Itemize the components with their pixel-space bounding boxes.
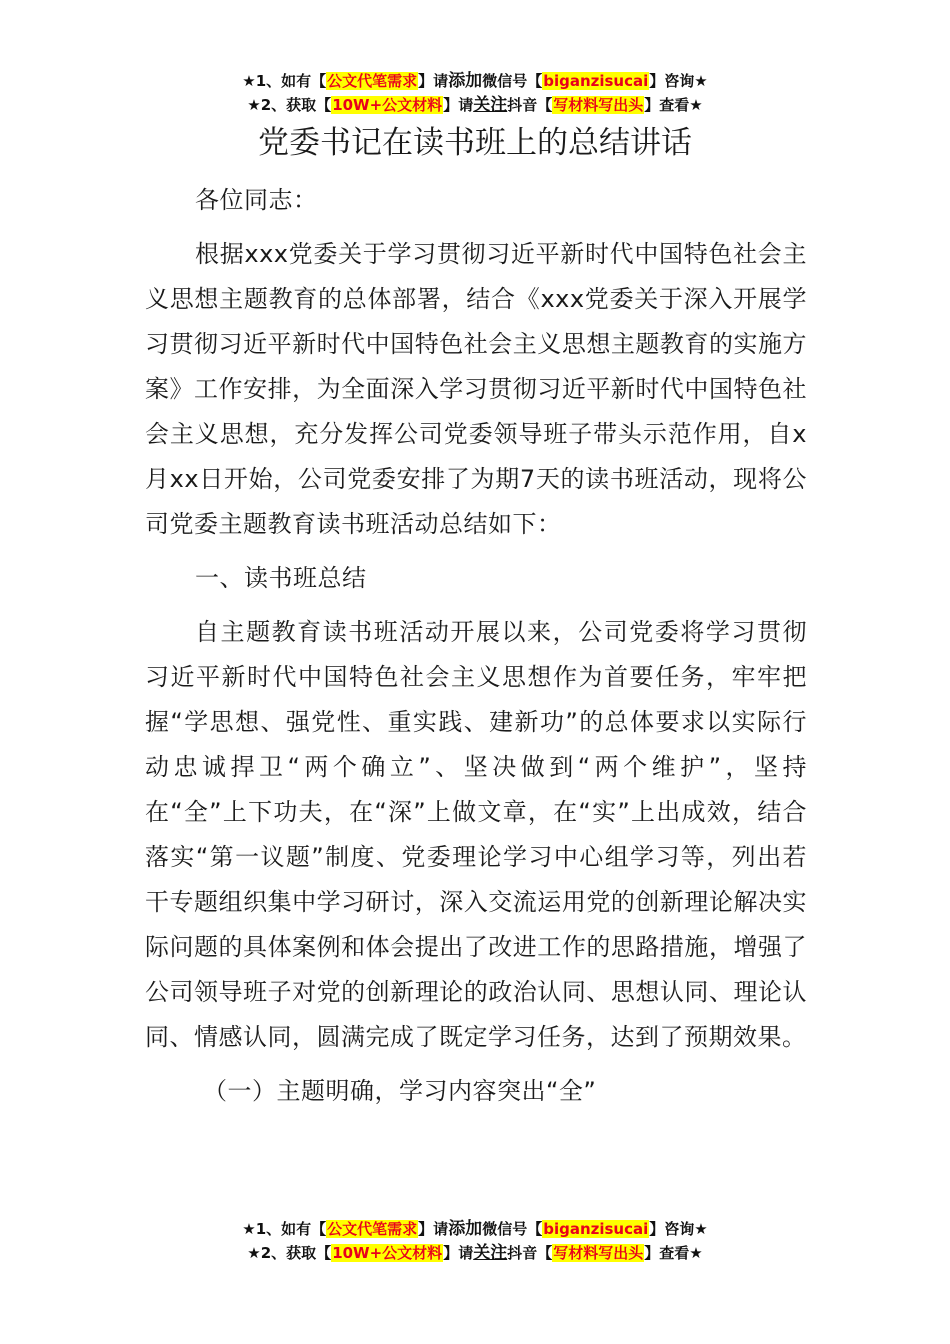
promo-line-1 bbox=[0, 1217, 950, 1241]
promo-banner-top bbox=[0, 69, 950, 117]
document-body bbox=[145, 178, 807, 1114]
promo-highlight: biganzisucai bbox=[543, 72, 649, 90]
promo-text: 】请 bbox=[418, 1220, 449, 1238]
paragraph-intro: 根据xxx党委关于学习贯彻习近平新时代中国特色社会主义思想主题教育的总体部署，结合《xxx党委关于深入开展学习贯彻习近平新时代中国特色社会主义思想主题教育的实施方案》工作安排，为全面深入学习贯彻习近平新时代中国特色社会主义思想，充分发挥公司党委领导班子带头示范作用，自x月xx日开始，公司党委安排了为期7天的读书班活动，现将公司党委主题教育读书班活动总结如下： bbox=[145, 240, 807, 538]
promo-highlight: 10W+公文材料 bbox=[332, 1244, 443, 1262]
subsection-heading: （一）主题明确，学习内容突出“全” bbox=[203, 1077, 597, 1105]
promo-text: 微信号【 bbox=[482, 72, 543, 90]
promo-text: 】咨询★ bbox=[649, 72, 708, 90]
promo-text: 微信号【 bbox=[482, 1220, 543, 1238]
promo-highlight: 写材料写出头 bbox=[553, 96, 644, 114]
promo-highlight: biganzisucai bbox=[543, 1220, 649, 1238]
promo-text: 】咨询★ bbox=[649, 1220, 708, 1238]
promo-highlight: 写材料写出头 bbox=[553, 1244, 644, 1262]
promo-highlight: 公文代笔需求 bbox=[327, 72, 418, 90]
promo-emphasis: 关注 bbox=[473, 1243, 508, 1263]
paragraph-summary: 自主题教育读书班活动开展以来，公司党委将学习贯彻习近平新时代中国特色社会主义思想作为首要任务，牢牢把握“学思想、强党性、重实践、建新功”的总体要求以实际行动忠诚捍卫“两个确立”、坚决做到“两个维护”，坚持在“全”上下功夫，在“深”上做文章，在“实”上出成效，结合落实“第一议题”制度、党委理论学习中心组学习等，列出若干专题组织集中学习研讨，深入交流运用党的创新理论解决实际问题的具体案例和体会提出了改进工作的思路措施，增强了公司领导班子对党的创新理论的政治认同、思想认同、理论认同、情感认同，圆满完成了既定学习任务，达到了预期效果。 bbox=[145, 618, 807, 1051]
section-heading: 一、读书班总结 bbox=[195, 564, 367, 592]
promo-emphasis: 关注 bbox=[473, 95, 508, 115]
promo-text: 抖音【 bbox=[507, 96, 553, 114]
promo-text: ★1、如有【 bbox=[242, 1220, 327, 1238]
promo-text: 抖音【 bbox=[507, 1244, 553, 1262]
promo-text: 】请 bbox=[443, 1244, 474, 1262]
promo-text: ★2、获取【 bbox=[247, 1244, 332, 1262]
promo-highlight: 公文代笔需求 bbox=[327, 1220, 418, 1238]
promo-highlight: 10W+公文材料 bbox=[332, 96, 443, 114]
promo-text: ★2、获取【 bbox=[247, 96, 332, 114]
promo-emphasis: 添加 bbox=[448, 1219, 483, 1239]
promo-line-2 bbox=[0, 1241, 950, 1265]
promo-emphasis: 添加 bbox=[448, 71, 483, 91]
promo-text: 】请 bbox=[443, 96, 474, 114]
promo-banner-bottom bbox=[0, 1217, 950, 1265]
greeting: 各位同志： bbox=[195, 186, 318, 214]
promo-text: ★1、如有【 bbox=[242, 72, 327, 90]
promo-text: 】查看★ bbox=[644, 1244, 703, 1262]
promo-text: 】查看★ bbox=[644, 96, 703, 114]
promo-line-2 bbox=[0, 93, 950, 117]
document-title: 党委书记在读书班上的总结讲话 bbox=[258, 125, 692, 161]
promo-text: 】请 bbox=[418, 72, 449, 90]
promo-line-1 bbox=[0, 69, 950, 93]
